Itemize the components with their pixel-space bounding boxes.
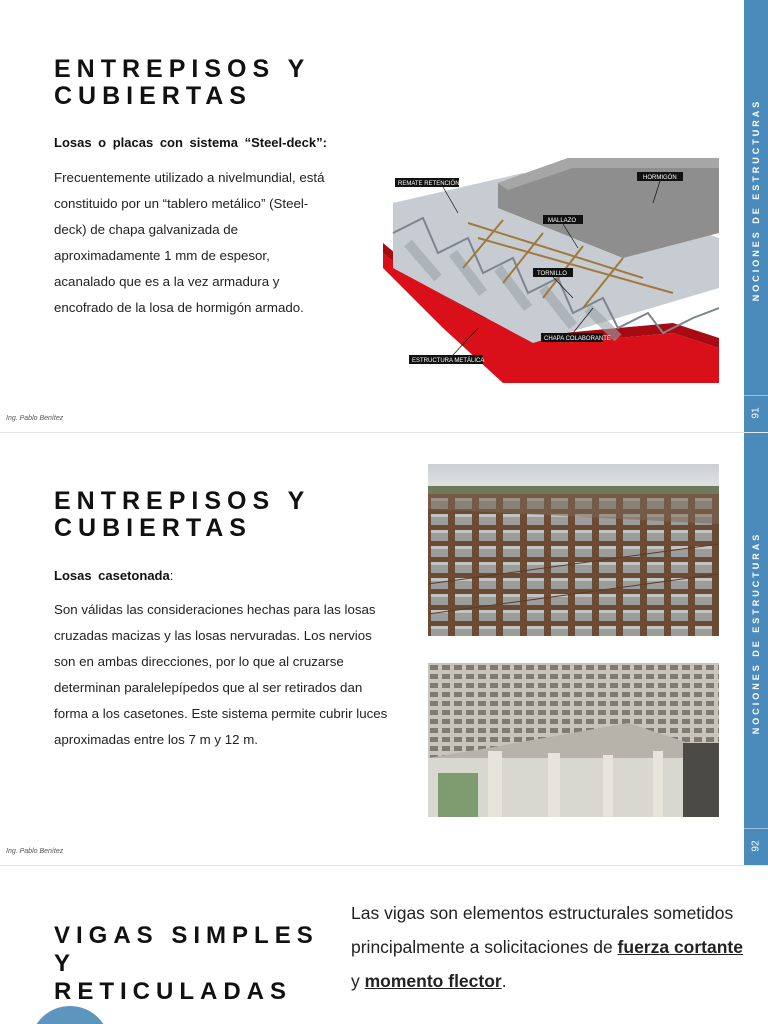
slide-title — [54, 922, 319, 1006]
body-line: deck) de chapa galvanizada de — [54, 222, 239, 237]
ceiling-photo-illustration — [428, 663, 719, 817]
body-line: aproximadamente 1 mm de espesor, — [54, 248, 270, 263]
beams-intro-text — [351, 896, 751, 998]
page-number: 92 — [750, 840, 762, 852]
term-momento-flector: momento flector — [364, 971, 502, 991]
steel-deck-diagram — [383, 158, 719, 383]
page-number: 91 — [750, 407, 762, 419]
slide-body — [54, 165, 354, 321]
title-line-3: RETICULADAS — [54, 978, 292, 1005]
title-line-2: CUBIERTAS — [54, 514, 252, 542]
slide-93 — [0, 866, 768, 1024]
title-line-1: VIGAS SIMPLES — [54, 922, 319, 949]
sidebar-band — [744, 433, 768, 865]
body-line: Frecuentemente utilizado a nivelmundial, está — [54, 170, 325, 185]
subtitle-bold: Losas casetonada — [54, 568, 170, 583]
title-line-1: ENTREPISOS Y — [54, 487, 311, 515]
body-line: encofrado de la losa de hormigón armado. — [54, 300, 304, 315]
slide-title — [54, 488, 310, 542]
slide-subtitle: Losas o placas con sistema “Steel-deck”: — [54, 135, 327, 150]
label-hormigon: HORMIGÓN — [643, 175, 677, 181]
sidebar-divider — [744, 828, 768, 829]
sidebar-title: NOCIONES DE ESTRUCTURAS — [751, 531, 761, 735]
body-line: forma a los casetones. Este sistema permite cubrir luces — [54, 706, 388, 721]
title-line-1: ENTREPISOS Y — [54, 55, 311, 83]
title-line-2: Y — [54, 950, 77, 977]
title-line-2: CUBIERTAS — [54, 82, 252, 110]
body-line: acanalado que es a la vez armadura y — [54, 274, 280, 289]
construction-photo-illustration — [428, 464, 719, 636]
sidebar-divider — [744, 395, 768, 396]
body-line: cruzadas macizas y las losas nervuradas. Los nervios — [54, 628, 372, 643]
term-fuerza-cortante: fuerza cortante — [617, 937, 743, 957]
slide-91 — [0, 0, 768, 432]
slide-title — [54, 56, 310, 110]
label-chapa: CHAPA COLABORANTE — [544, 336, 611, 342]
steel-deck-illustration — [383, 158, 719, 383]
slide-subtitle — [54, 568, 173, 583]
body-line: Son válidas las consideraciones hechas para las losas — [54, 602, 376, 617]
label-estructura: ESTRUCTURA METÁLICA — [412, 358, 485, 364]
intro-text: y — [351, 971, 365, 991]
intro-text: Las vigas son elementos estructurales sometidos principalmente a solicitaciones de — [351, 903, 734, 957]
subtitle-suffix: : — [169, 568, 174, 583]
body-line: determinan paralelepípedos que al ser retirados dan — [54, 680, 363, 695]
sidebar-title: NOCIONES DE ESTRUCTURAS — [751, 98, 761, 302]
label-tornillo: TORNILLO — [537, 271, 567, 277]
slide-body — [54, 597, 424, 753]
slide-92 — [0, 433, 768, 865]
decorative-circle — [30, 1006, 110, 1024]
label-mallazo: MALLAZO — [548, 218, 577, 224]
sidebar-band — [744, 0, 768, 432]
body-line: aproximadas entre los 7 m y 12 m. — [54, 732, 258, 747]
body-line: son en ambas direcciones, por lo que al cruzarse — [54, 654, 344, 669]
body-line: constituido por un “tablero metálico” (Steel- — [54, 196, 309, 211]
author-credit: Ing. Pablo Benítez — [6, 848, 64, 855]
label-remate: REMATE RETENCIÓN — [398, 181, 460, 187]
intro-period: . — [501, 971, 507, 991]
waffle-slab-construction-photo — [428, 464, 719, 636]
waffle-ceiling-photo — [428, 663, 719, 817]
author-credit: Ing. Pablo Benítez — [6, 415, 64, 422]
